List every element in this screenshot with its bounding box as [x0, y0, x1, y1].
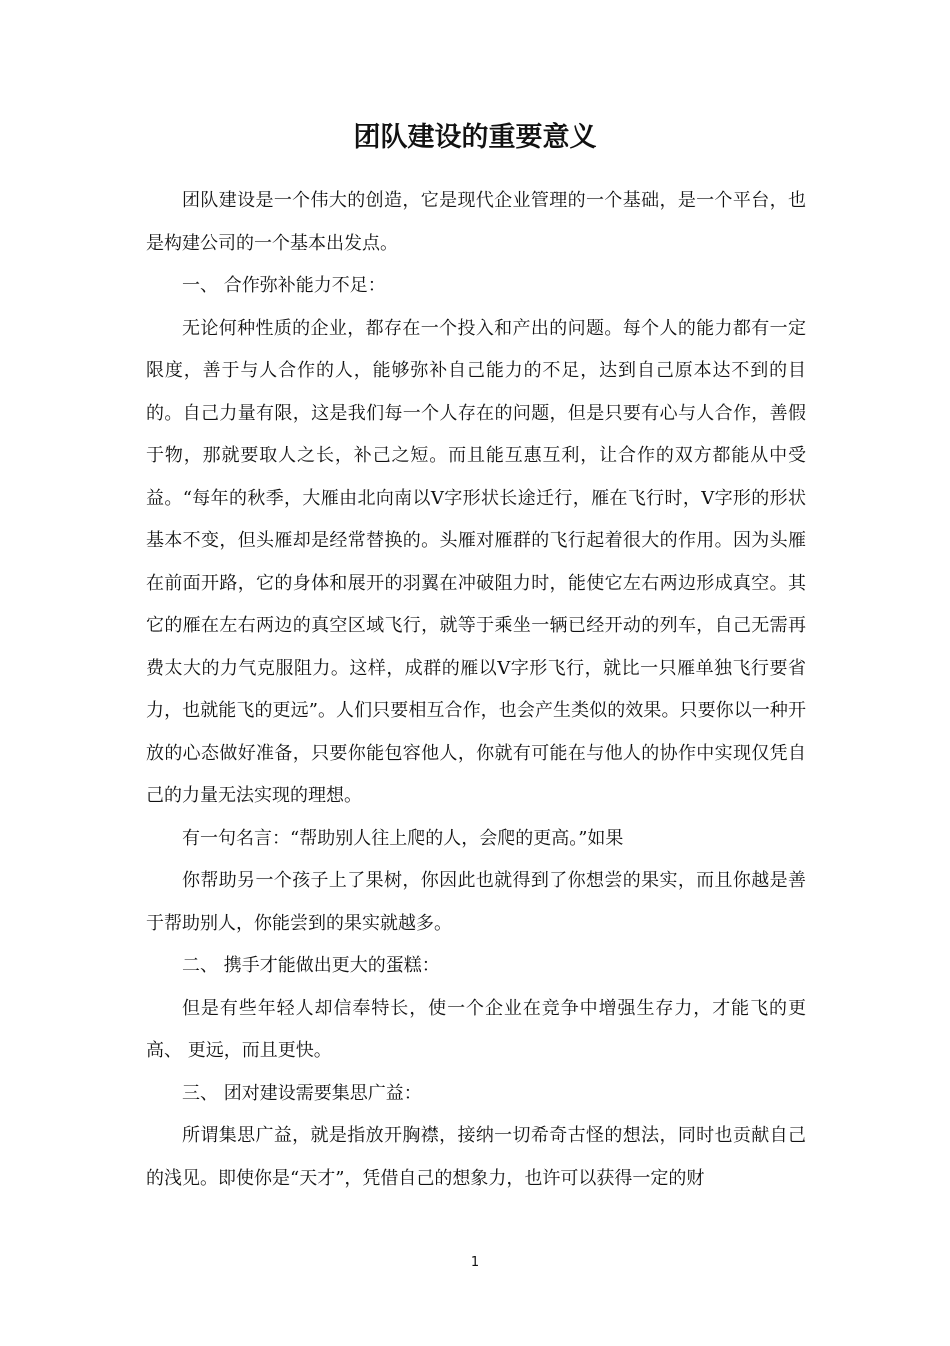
document-title: 团队建设的重要意义: [353, 122, 597, 153]
section-heading-3: 三、 团对建设需要集思广益：: [182, 1082, 422, 1104]
section-1-paragraph: 无论何种性质的企业，都存在一个投入和产出的问题。每个人的能力都有一定限度，善于与人合作的人，能够弥补自己能力的不足，达到自己原本达不到的目的。自己力量有限，这是我们每一个人存在的问题，但是只要有心与人合作，善假于物，那就要取人之长，补己之短。而且能互惠互利，让合作的双方都能从中受益。“每年的秋季，大雁由北向南以V字形状长途迁行，雁在飞行时，V字形的形状基本不变，但头雁却是经常替换的。头雁对雁群的飞行起着很大的作用。因为头雁在前面开路，它的身体和展开的羽翼在冲破阻力时，能使它左右两边形成真空。其它的雁在左右两边的真空区域飞行，就等于乘坐一辆已经开动的列车，自己无需再费太大的力气克服阻力。这样，成群的雁以V字形飞行，就比一只雁单独飞行要省力，也就能飞的更远”。人们只要相互合作，也会产生类似的效果。只要你以一种开放的心态做好准备，只要你能包容他人，你就有可能在与他人的协作中实现仅凭自己的力量无法实现的理想。: [146, 317, 806, 806]
document-body: [146, 180, 806, 1200]
section-2-paragraph: 但是有些年轻人却信奉特长，使一个企业在竞争中增强生存力，才能飞的更高、 更远，而且更快。: [146, 997, 806, 1061]
section-heading-2: 二、 携手才能做出更大的蛋糕：: [182, 955, 440, 976]
quote-continuation-paragraph: 你帮助另一个孩子上了果树，你因此也就得到了你想尝的果实，而且你越是善于帮助别人，你能尝到的果实就越多。: [146, 870, 806, 934]
quote-paragraph: 有一句名言：“帮助别人往上爬的人，会爬的更高。”如果: [182, 827, 624, 849]
intro-paragraph: 团队建设是一个伟大的创造，它是现代企业管理的一个基础，是一个平台，也是构建公司的一个基本出发点。: [146, 190, 806, 254]
section-heading-1: 一、 合作弥补能力不足：: [182, 275, 386, 296]
page-number: 1: [470, 1255, 480, 1270]
section-3-paragraph: 所谓集思广益，就是指放开胸襟，接纳一切希奇古怪的想法，同时也贡献自己的浅见。即使你是“天才”，凭借自己的想象力，也许可以获得一定的财: [146, 1125, 806, 1189]
